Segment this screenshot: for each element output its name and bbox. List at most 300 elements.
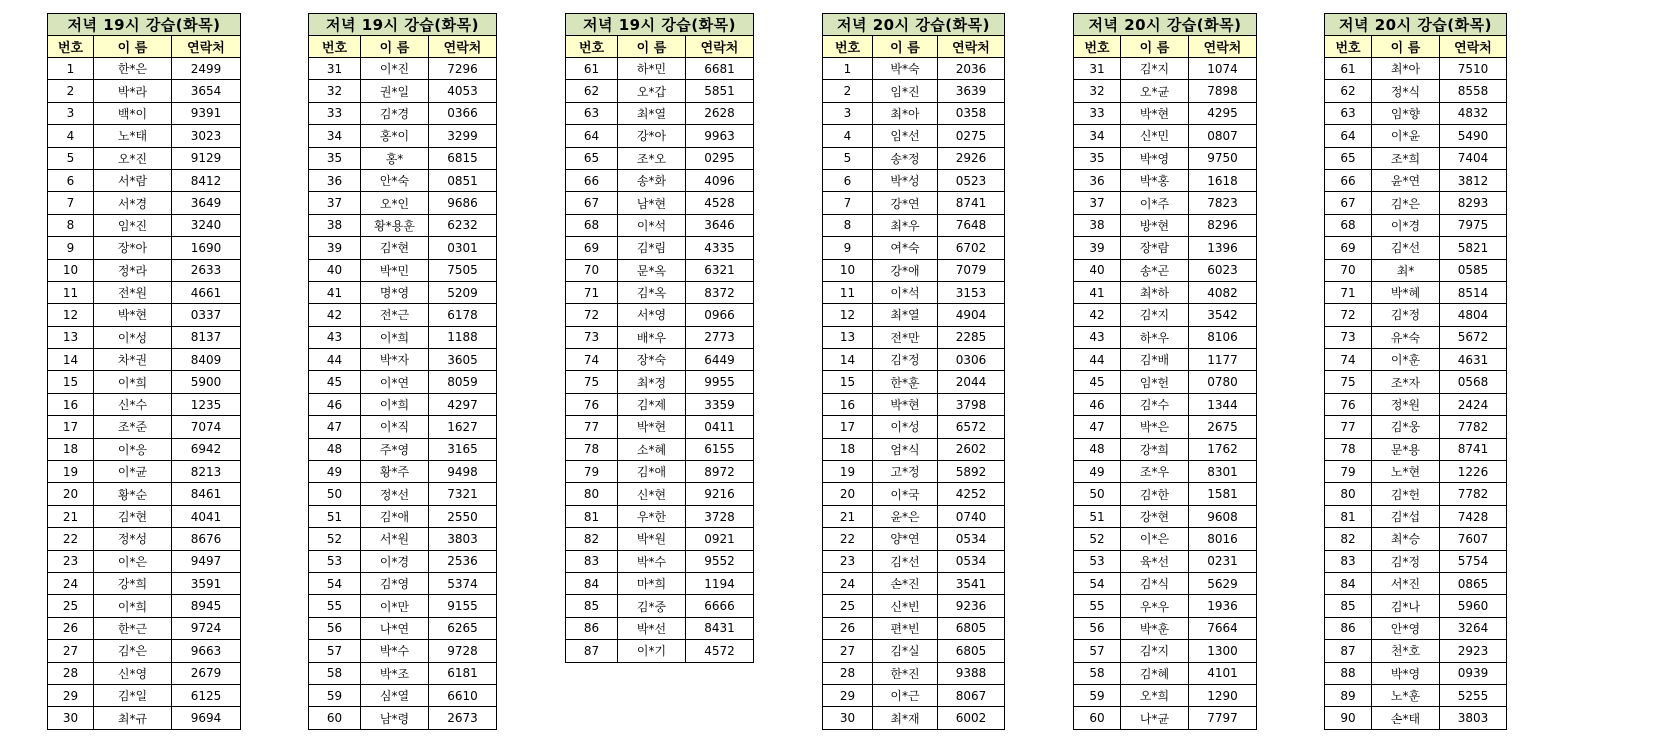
contact-cell: 7975	[1440, 214, 1507, 236]
contact-cell: 9963	[686, 125, 754, 147]
table-row	[48, 505, 241, 527]
contact-cell: 2285	[938, 326, 1005, 348]
contact-cell: 7321	[429, 483, 497, 505]
number-cell: 58	[309, 662, 361, 684]
name-cell: 나*연	[361, 617, 429, 639]
number-cell: 68	[1325, 214, 1372, 236]
number-cell: 81	[1325, 505, 1372, 527]
table-row	[566, 438, 754, 460]
name-cell: 박*은	[1121, 416, 1189, 438]
contact-cell: 3153	[938, 281, 1005, 303]
contact-cell: 9498	[429, 461, 497, 483]
table-row	[48, 528, 241, 550]
table-row	[48, 147, 241, 169]
name-cell: 김*중	[618, 595, 686, 617]
table-row	[1325, 707, 1507, 729]
contact-cell: 1194	[686, 572, 754, 594]
contact-cell: 8409	[172, 349, 241, 371]
number-cell: 26	[823, 617, 873, 639]
table-row	[1325, 550, 1507, 572]
number-cell: 30	[823, 707, 873, 729]
contact-cell: 6002	[938, 707, 1005, 729]
table-row	[1074, 259, 1257, 281]
table-row	[566, 572, 754, 594]
table-row	[1325, 572, 1507, 594]
name-cell: 노*훈	[1372, 684, 1440, 706]
contact-cell: 5900	[172, 371, 241, 393]
number-header: 번호	[48, 36, 94, 58]
contact-header: 연락처	[938, 36, 1005, 58]
contact-cell: 2675	[1189, 416, 1257, 438]
number-cell: 86	[1325, 617, 1372, 639]
name-cell: 전*원	[94, 281, 172, 303]
table-row	[309, 58, 497, 80]
table-row	[566, 349, 754, 371]
table-row	[48, 662, 241, 684]
name-cell: 이*희	[94, 371, 172, 393]
name-cell: 김*나	[1372, 595, 1440, 617]
contact-cell: 6232	[429, 214, 497, 236]
contact-cell: 1762	[1189, 438, 1257, 460]
name-cell: 백*이	[94, 102, 172, 124]
contact-cell: 1627	[429, 416, 497, 438]
name-cell: 김*한	[1121, 483, 1189, 505]
number-cell: 72	[566, 304, 618, 326]
number-cell: 71	[1325, 281, 1372, 303]
table-row	[1074, 595, 1257, 617]
table-row	[309, 125, 497, 147]
contact-cell: 1226	[1440, 461, 1507, 483]
table-row	[1325, 640, 1507, 662]
number-cell: 9	[48, 237, 94, 259]
number-cell: 32	[1074, 80, 1121, 102]
table-row	[1074, 640, 1257, 662]
name-cell: 마*희	[618, 572, 686, 594]
number-cell: 84	[1325, 572, 1372, 594]
contact-cell: 4572	[686, 640, 754, 662]
contact-cell: 9129	[172, 147, 241, 169]
table-row	[566, 80, 754, 102]
number-cell: 67	[1325, 192, 1372, 214]
table-row	[1074, 684, 1257, 706]
name-cell: 임*선	[873, 125, 938, 147]
name-cell: 임*헌	[1121, 371, 1189, 393]
number-cell: 35	[1074, 147, 1121, 169]
contact-cell: 0780	[1189, 371, 1257, 393]
number-cell: 60	[1074, 707, 1121, 729]
contact-cell: 0358	[938, 102, 1005, 124]
contact-cell: 6666	[686, 595, 754, 617]
name-cell: 육*선	[1121, 550, 1189, 572]
contact-cell: 9694	[172, 707, 241, 729]
table-row	[566, 483, 754, 505]
table-row	[309, 214, 497, 236]
name-cell: 김*수	[1121, 393, 1189, 415]
name-cell: 강*희	[1121, 438, 1189, 460]
contact-cell: 3264	[1440, 617, 1507, 639]
table-row	[1325, 528, 1507, 550]
contact-cell: 0939	[1440, 662, 1507, 684]
contact-header: 연락처	[686, 36, 754, 58]
number-cell: 55	[1074, 595, 1121, 617]
table-row	[48, 326, 241, 348]
table-row	[1325, 438, 1507, 460]
number-cell: 42	[1074, 304, 1121, 326]
number-cell: 32	[309, 80, 361, 102]
name-cell: 김*지	[1121, 304, 1189, 326]
name-cell: 정*선	[361, 483, 429, 505]
table-row	[309, 169, 497, 191]
contact-cell: 2550	[429, 505, 497, 527]
table-row	[1074, 528, 1257, 550]
number-cell: 76	[566, 393, 618, 415]
number-cell: 23	[823, 550, 873, 572]
number-cell: 82	[566, 528, 618, 550]
name-cell: 이*은	[94, 550, 172, 572]
contact-cell: 7823	[1189, 192, 1257, 214]
number-cell: 47	[309, 416, 361, 438]
contact-cell: 3023	[172, 125, 241, 147]
name-cell: 이*윤	[1372, 125, 1440, 147]
table-row	[309, 349, 497, 371]
name-header: 이 름	[873, 36, 938, 58]
number-cell: 52	[1074, 528, 1121, 550]
table-row	[823, 483, 1005, 505]
table-row	[48, 371, 241, 393]
number-cell: 56	[1074, 617, 1121, 639]
contact-cell: 5209	[429, 281, 497, 303]
table-row	[309, 617, 497, 639]
table-row	[1325, 304, 1507, 326]
contact-cell: 9155	[429, 595, 497, 617]
name-cell: 양*연	[873, 528, 938, 550]
contact-cell: 0740	[938, 505, 1005, 527]
number-cell: 77	[566, 416, 618, 438]
number-cell: 10	[823, 259, 873, 281]
name-cell: 박*현	[618, 416, 686, 438]
name-cell: 오*갑	[618, 80, 686, 102]
number-cell: 59	[1074, 684, 1121, 706]
contact-cell: 5629	[1189, 572, 1257, 594]
number-cell: 84	[566, 572, 618, 594]
table-row	[1325, 259, 1507, 281]
contact-cell: 1300	[1189, 640, 1257, 662]
number-cell: 53	[1074, 550, 1121, 572]
contact-cell: 2628	[686, 102, 754, 124]
number-cell: 27	[823, 640, 873, 662]
contact-cell: 2926	[938, 147, 1005, 169]
contact-cell: 3240	[172, 214, 241, 236]
table-row	[823, 125, 1005, 147]
number-cell: 6	[48, 169, 94, 191]
contact-cell: 5754	[1440, 550, 1507, 572]
number-cell: 2	[823, 80, 873, 102]
number-cell: 28	[48, 662, 94, 684]
contact-cell: 9391	[172, 102, 241, 124]
contact-header: 연락처	[429, 36, 497, 58]
number-cell: 10	[48, 259, 94, 281]
table-row	[48, 281, 241, 303]
contact-cell: 5374	[429, 572, 497, 594]
number-cell: 77	[1325, 416, 1372, 438]
table-row	[566, 259, 754, 281]
name-header: 이 름	[1121, 36, 1189, 58]
table-row	[309, 281, 497, 303]
name-cell: 김*웅	[1372, 416, 1440, 438]
name-cell: 이*국	[873, 483, 938, 505]
number-cell: 1	[823, 58, 873, 80]
contact-cell: 8016	[1189, 528, 1257, 550]
contact-cell: 7296	[429, 58, 497, 80]
contact-cell: 0275	[938, 125, 1005, 147]
table-row	[566, 169, 754, 191]
contact-cell: 1618	[1189, 169, 1257, 191]
name-cell: 신*현	[618, 483, 686, 505]
table-row	[48, 304, 241, 326]
table-row	[48, 125, 241, 147]
contact-cell: 4082	[1189, 281, 1257, 303]
name-cell: 엄*식	[873, 438, 938, 460]
roster-table-6	[1324, 13, 1507, 730]
name-cell: 안*영	[1372, 617, 1440, 639]
table-row	[48, 595, 241, 617]
contact-cell: 9663	[172, 640, 241, 662]
number-cell: 74	[566, 349, 618, 371]
contact-cell: 0337	[172, 304, 241, 326]
number-cell: 4	[48, 125, 94, 147]
table-row	[1325, 192, 1507, 214]
table-row	[1325, 58, 1507, 80]
number-cell: 5	[823, 147, 873, 169]
contact-cell: 4832	[1440, 102, 1507, 124]
table-row	[566, 550, 754, 572]
number-cell: 87	[1325, 640, 1372, 662]
number-cell: 37	[309, 192, 361, 214]
contact-header: 연락처	[172, 36, 241, 58]
table-row	[1074, 393, 1257, 415]
contact-cell: 7510	[1440, 58, 1507, 80]
number-cell: 30	[48, 707, 94, 729]
name-cell: 송*정	[873, 147, 938, 169]
table-row	[1074, 416, 1257, 438]
contact-cell: 1396	[1189, 237, 1257, 259]
contact-cell: 7074	[172, 416, 241, 438]
name-cell: 신*빈	[873, 595, 938, 617]
contact-cell: 8972	[686, 461, 754, 483]
name-cell: 최*정	[618, 371, 686, 393]
contact-cell: 2923	[1440, 640, 1507, 662]
name-cell: 남*령	[361, 707, 429, 729]
name-cell: 박*혜	[1372, 281, 1440, 303]
name-cell: 배*우	[618, 326, 686, 348]
number-cell: 79	[1325, 461, 1372, 483]
number-cell: 53	[309, 550, 361, 572]
name-cell: 박*선	[618, 617, 686, 639]
contact-cell: 5255	[1440, 684, 1507, 706]
table-row	[823, 684, 1005, 706]
table-row	[1325, 147, 1507, 169]
table-row	[1325, 393, 1507, 415]
name-cell: 이*훈	[1372, 349, 1440, 371]
number-cell: 87	[566, 640, 618, 662]
contact-cell: 8412	[172, 169, 241, 191]
contact-cell: 2602	[938, 438, 1005, 460]
number-cell: 52	[309, 528, 361, 550]
number-cell: 40	[1074, 259, 1121, 281]
table-row	[1325, 102, 1507, 124]
table-row	[48, 192, 241, 214]
table-row	[309, 371, 497, 393]
name-cell: 손*태	[1372, 707, 1440, 729]
number-cell: 15	[48, 371, 94, 393]
number-cell: 39	[309, 237, 361, 259]
number-cell: 75	[566, 371, 618, 393]
table-row	[823, 237, 1005, 259]
name-cell: 박*원	[618, 528, 686, 550]
name-cell: 최*승	[1372, 528, 1440, 550]
table-row	[1325, 214, 1507, 236]
name-cell: 이*균	[94, 461, 172, 483]
table-row	[823, 58, 1005, 80]
contact-cell: 9552	[686, 550, 754, 572]
number-cell: 21	[48, 505, 94, 527]
contact-cell: 8431	[686, 617, 754, 639]
number-cell: 81	[566, 505, 618, 527]
name-cell: 오*균	[1121, 80, 1189, 102]
table-row	[566, 528, 754, 550]
name-cell: 윤*연	[1372, 169, 1440, 191]
name-cell: 노*현	[1372, 461, 1440, 483]
name-cell: 김*정	[1372, 304, 1440, 326]
number-cell: 42	[309, 304, 361, 326]
contact-cell: 8514	[1440, 281, 1507, 303]
contact-cell: 7664	[1189, 617, 1257, 639]
contact-cell: 3299	[429, 125, 497, 147]
table-row	[1074, 438, 1257, 460]
number-cell: 59	[309, 684, 361, 706]
number-cell: 62	[1325, 80, 1372, 102]
number-cell: 41	[309, 281, 361, 303]
name-cell: 김*지	[1121, 640, 1189, 662]
table-row	[566, 505, 754, 527]
table-row	[823, 102, 1005, 124]
table-row	[309, 662, 497, 684]
header-row	[309, 36, 497, 58]
name-cell: 최*재	[873, 707, 938, 729]
table-row	[309, 147, 497, 169]
name-cell: 이*경	[361, 550, 429, 572]
name-cell: 문*용	[1372, 438, 1440, 460]
name-cell: 문*옥	[618, 259, 686, 281]
table-row	[1074, 572, 1257, 594]
contact-cell: 4096	[686, 169, 754, 191]
contact-cell: 7505	[429, 259, 497, 281]
number-cell: 83	[1325, 550, 1372, 572]
contact-cell: 4101	[1189, 662, 1257, 684]
contact-cell: 0865	[1440, 572, 1507, 594]
contact-cell: 4904	[938, 304, 1005, 326]
name-cell: 고*정	[873, 461, 938, 483]
roster-table-4	[822, 13, 1005, 730]
contact-cell: 6681	[686, 58, 754, 80]
table-row	[1074, 550, 1257, 572]
table-row	[309, 528, 497, 550]
name-cell: 박*훈	[1121, 617, 1189, 639]
table-row	[1325, 505, 1507, 527]
contact-cell: 3649	[172, 192, 241, 214]
table-row	[1325, 662, 1507, 684]
number-cell: 54	[309, 572, 361, 594]
name-cell: 조*오	[618, 147, 686, 169]
name-cell: 이*연	[361, 371, 429, 393]
name-cell: 조*우	[1121, 461, 1189, 483]
number-cell: 56	[309, 617, 361, 639]
name-cell: 이*석	[618, 214, 686, 236]
contact-cell: 4335	[686, 237, 754, 259]
number-cell: 33	[309, 102, 361, 124]
number-cell: 83	[566, 550, 618, 572]
table-row	[823, 281, 1005, 303]
contact-cell: 0568	[1440, 371, 1507, 393]
name-cell: 하*우	[1121, 326, 1189, 348]
table-title: 저녁 20시 강습(화목)	[823, 14, 1005, 36]
contact-cell: 6942	[172, 438, 241, 460]
number-cell: 58	[1074, 662, 1121, 684]
number-cell: 7	[48, 192, 94, 214]
number-cell: 7	[823, 192, 873, 214]
contact-cell: 0231	[1189, 550, 1257, 572]
number-cell: 16	[823, 393, 873, 415]
contact-cell: 7428	[1440, 505, 1507, 527]
name-cell: 최*아	[873, 102, 938, 124]
contact-cell: 8945	[172, 595, 241, 617]
name-cell: 강*연	[873, 192, 938, 214]
contact-cell: 0301	[429, 237, 497, 259]
number-cell: 44	[1074, 349, 1121, 371]
table-row	[566, 416, 754, 438]
table-row	[309, 483, 497, 505]
table-row	[48, 483, 241, 505]
name-cell: 우*한	[618, 505, 686, 527]
table-row	[823, 461, 1005, 483]
contact-cell: 3654	[172, 80, 241, 102]
number-cell: 33	[1074, 102, 1121, 124]
name-cell: 김*지	[1121, 58, 1189, 80]
number-cell: 40	[309, 259, 361, 281]
contact-cell: 9497	[172, 550, 241, 572]
number-cell: 65	[566, 147, 618, 169]
table-title: 저녁 20시 강습(화목)	[1325, 14, 1507, 36]
name-cell: 김*경	[361, 102, 429, 124]
contact-cell: 3728	[686, 505, 754, 527]
contact-cell: 9686	[429, 192, 497, 214]
contact-cell: 3803	[429, 528, 497, 550]
table-title: 저녁 19시 강습(화목)	[566, 14, 754, 36]
contact-cell: 3591	[172, 572, 241, 594]
number-cell: 64	[1325, 125, 1372, 147]
table-row	[823, 416, 1005, 438]
number-cell: 17	[823, 416, 873, 438]
table-row	[566, 125, 754, 147]
table-row	[823, 326, 1005, 348]
roster-table-5	[1073, 13, 1257, 730]
table-row	[48, 640, 241, 662]
number-cell: 8	[48, 214, 94, 236]
contact-cell: 0295	[686, 147, 754, 169]
name-cell: 박*현	[873, 393, 938, 415]
table-row	[566, 326, 754, 348]
table-row	[48, 461, 241, 483]
